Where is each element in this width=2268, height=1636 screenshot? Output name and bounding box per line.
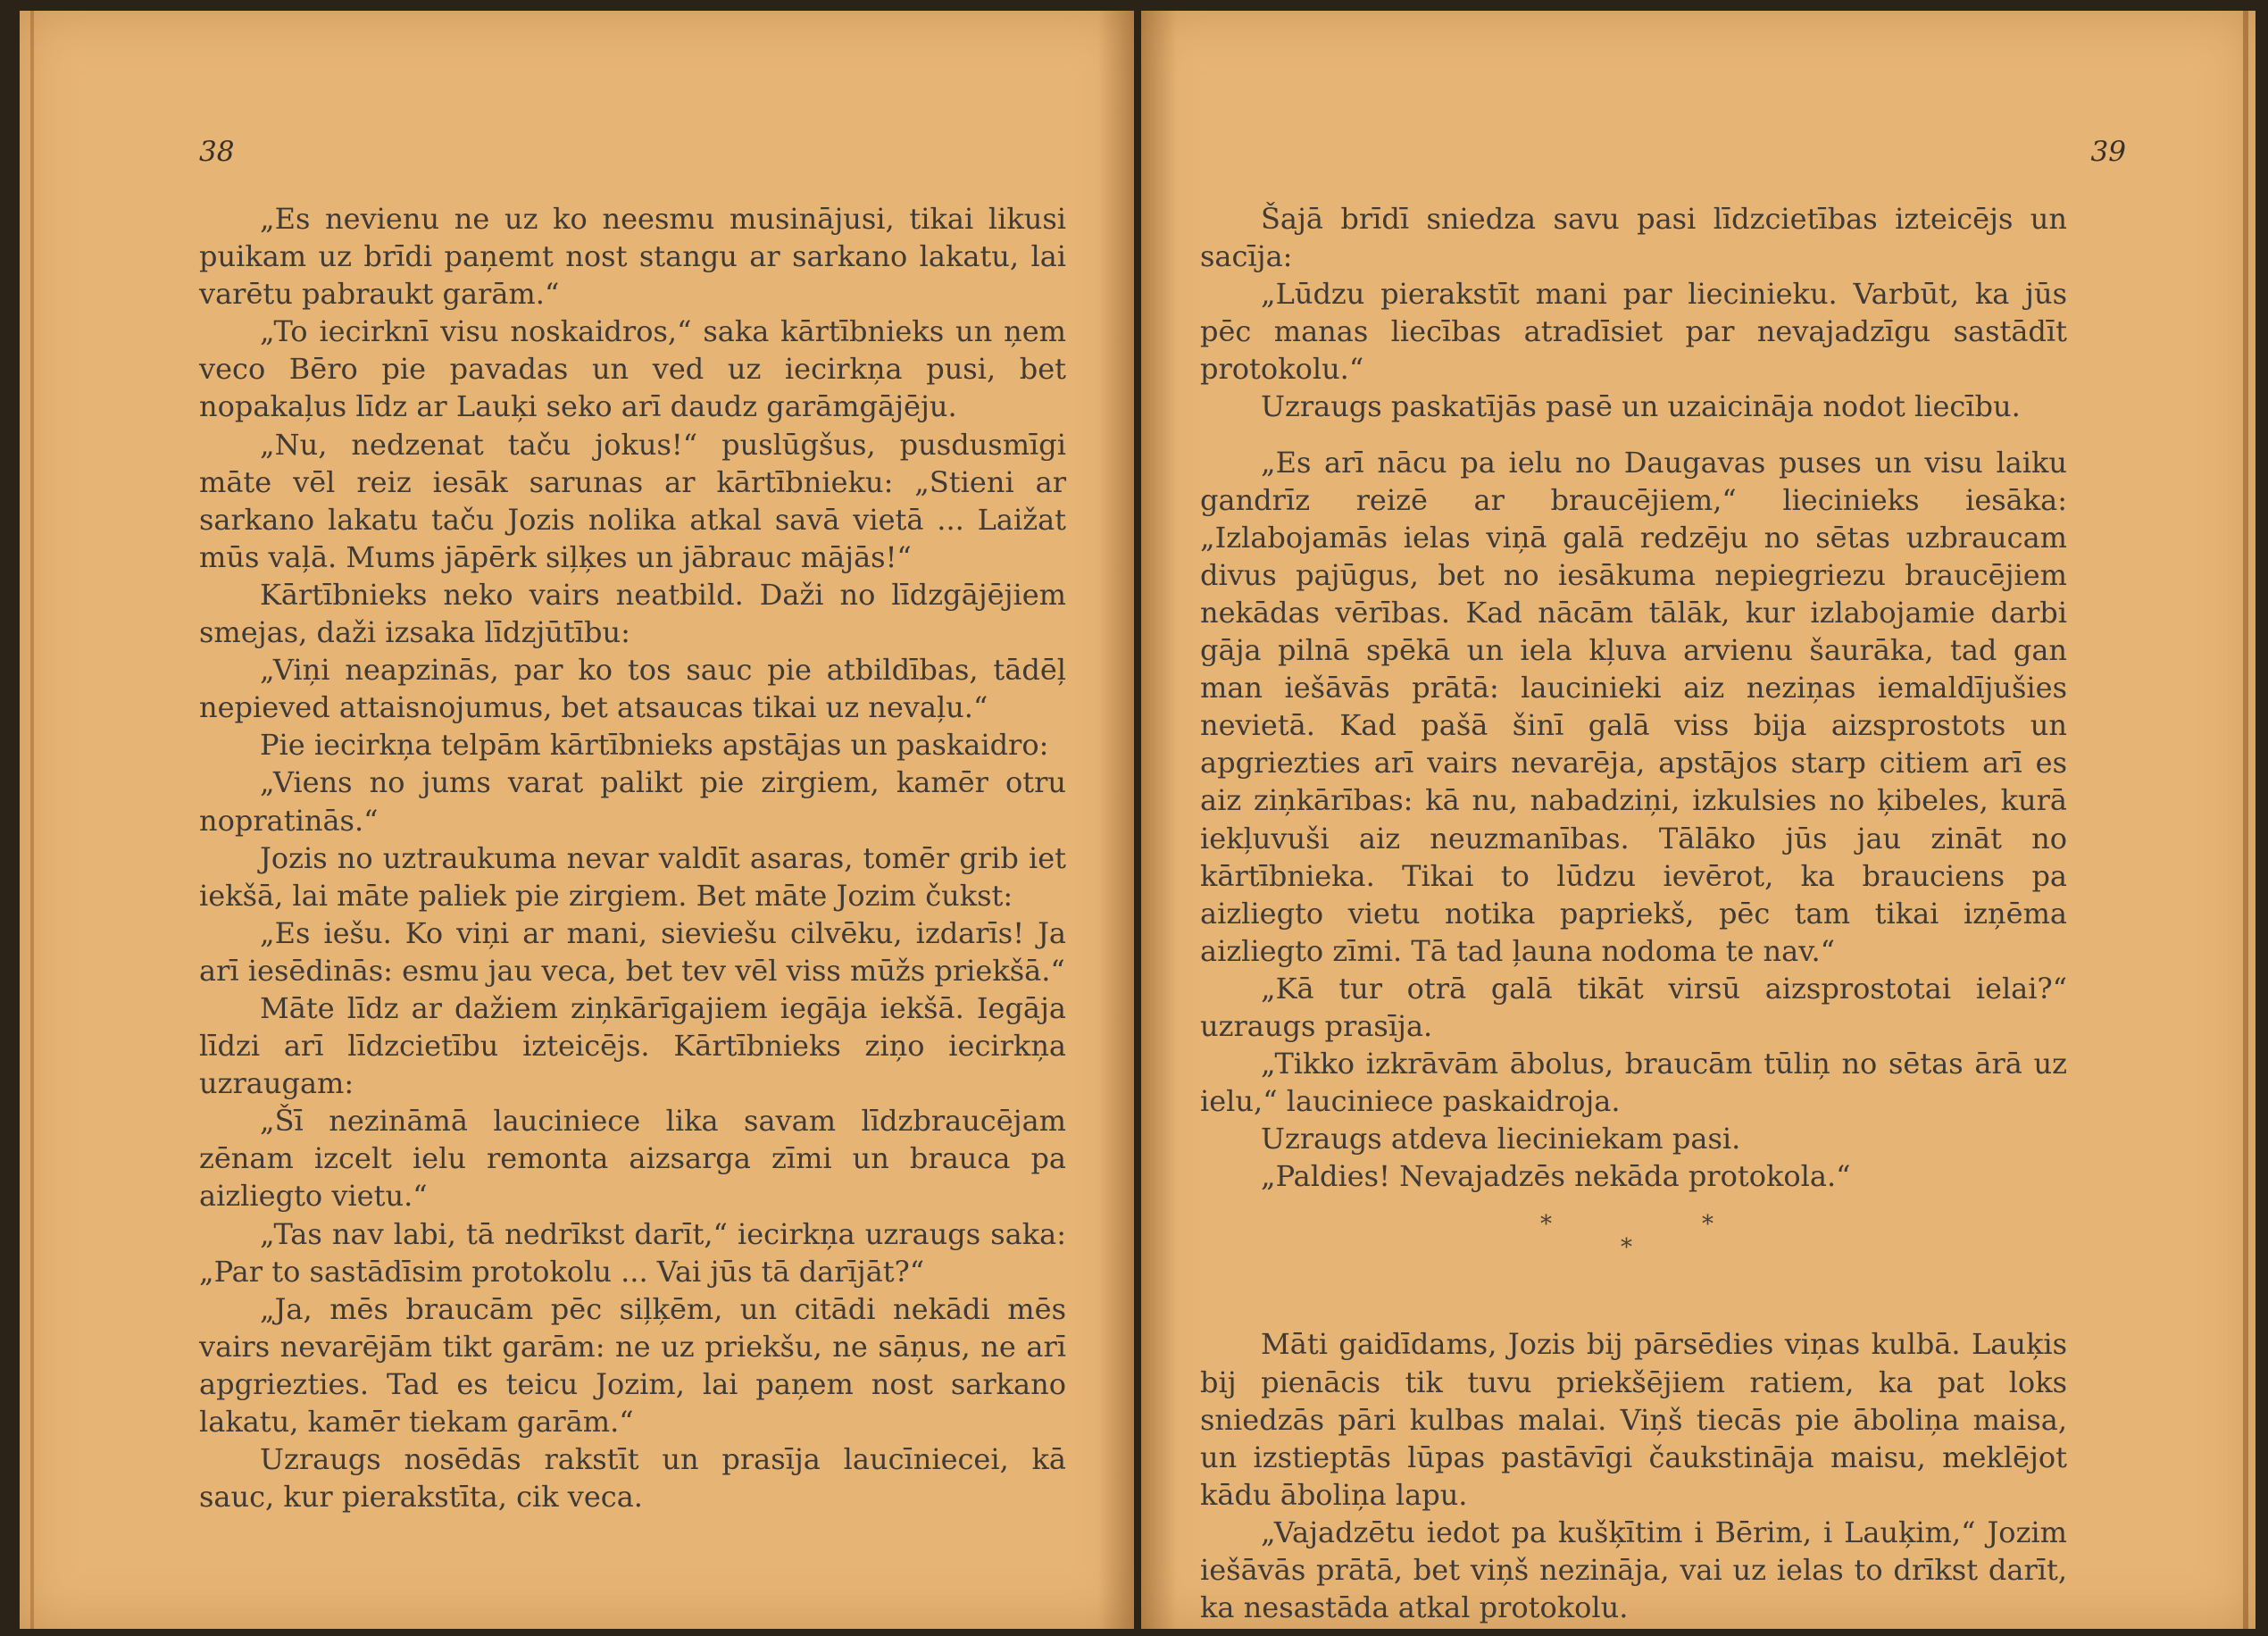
left-page — [20, 11, 1134, 1629]
paragraph: Uzraugs nosēdās rakstīt un prasīja laucīniecei, kā sauc, kur pierakstīta, cik veca. — [199, 1442, 1066, 1515]
paragraph: „Tas nav labi, tā nedrīkst darīt,“ iecirkņa uzraugs saka: „Par to sastādīsim protokolu ... Vai jūs tā darījāt?“ — [199, 1216, 1066, 1289]
paragraph: „To iecirknī visu noskaidros,“ saka kārtībnieks un ņem veco Bēro pie pavadas un ved uz iecirkņa pusi, bet nopakaļus līdz ar Lauķi seko arī daudz garāmgājēju. — [199, 314, 1066, 424]
paragraph: „Viņi neapzinās, par ko tos sauc pie atbildības, tādēļ nepieved attaisnojumus, bet atsaucas tikai uz nevaļu.“ — [199, 653, 1066, 725]
paragraph: „Es arī nācu pa ielu no Daugavas puses un visu laiku gandrīz reizē ar braucējiem,“ liecinieks iesāka: „Izlabojamās ielas viņā galā redzēju no sētas uzbraucam divus pajūgus, bet no iesākuma nepiegriezu braucējiem nekādas vērības. Kad nācām tālāk, kur izlabojamie darbi gāja pilnā spēkā un iela kļuva arvienu šaurāka, tad gan man iešāvās prātā: laucinieki aiz neziņas iemaldījušies nevietā. Kad pašā šinī galā viss bija aizsprostots un apgriezties arī vairs nevarēja, apstājos starp citiem arī es aiz ziņkārības: kā nu, nabadziņi, izkulsies no ķibeles, kurā iekļuvuši aiz neuzmanības. Tālāko jūs jau zināt no kārtībnieka. Tikai to lūdzu ievērot, ka brauciens pa aizliegto vietu notika papriekš, pēc tam tikai izņēma aizliegto zīmi. Tā tad ļauna nodoma te nav.“ — [1200, 445, 2067, 968]
right-page — [1141, 11, 2255, 1629]
separator-star: * — [1702, 1211, 1714, 1239]
paragraph: „Vajadzētu iedot pa kušķītim i Bērim, i Lauķim,“ Jozim iešāvās prātā, bet viņš nezināja, vai uz ielas to drīkst darīt, ka nesastāda atkal protokolu. — [1200, 1515, 2067, 1625]
paragraph: Pie iecirkņa telpām kārtībnieks apstājas un paskaidro: — [260, 728, 1049, 763]
page-text — [199, 200, 1066, 1515]
paragraph: „Nu, nedzenat taču jokus!“ puslūgšus, pusdusmīgi māte vēl reiz iesāk sarunas ar kārtībnieku: „Stieni ar sarkano lakatu taču Jozis nolika atkal savā vietā ... Laižat mūs vaļā. Mums jāpērk siļķes un jābrauc mājās!“ — [199, 427, 1066, 574]
separator-star: * — [1621, 1234, 1632, 1262]
page-edge — [30, 11, 34, 1629]
paragraph: „Es iešu. Ko viņi ar mani, sieviešu cilvēku, izdarīs! Ja arī iesēdinās: esmu jau veca, bet tev vēl viss mūžs priekšā.“ — [199, 915, 1066, 988]
paragraph: „Ja, mēs braucām pēc siļķēm, un citādi nekādi mēs vairs nevarējām tikt garām: ne uz priekšu, ne sāņus, ne arī apgriezties. Tad es teicu Jozim, lai paņem nost sarkano lakatu, kamēr tiekam garām.“ — [199, 1291, 1066, 1439]
paragraph: „Viens no jums varat palikt pie zirgiem, kamēr otru nopratinās.“ — [199, 765, 1066, 838]
paragraph: Uzraugs atdeva lieciniekam pasi. — [1261, 1122, 1741, 1156]
spine-shadow — [1098, 11, 1134, 1629]
paragraph: Uzraugs paskatījās pasē un uzaicināja nodot liecību. — [1261, 389, 2021, 424]
page-edge — [2243, 11, 2248, 1629]
separator-star: * — [1540, 1211, 1552, 1239]
paragraph: Māte līdz ar dažiem ziņkārīgajiem iegāja iekšā. Iegāja līdzi arī līdzcietību izteicējs. Kārtībnieks ziņo iecirkņa uzraugam: — [199, 990, 1066, 1101]
spine-shadow — [1141, 11, 1177, 1629]
paragraph: Kārtībnieks neko vairs neatbild. Daži no līdzgājējiem smejas, daži izsaka līdzjūtību: — [199, 577, 1066, 650]
paragraph: „Šī nezināmā lauciniece lika savam līdzbraucējam zēnam izcelt ielu remonta aizsarga zīmi un brauca pa aizliegto vietu.“ — [199, 1104, 1066, 1214]
paragraph: „Es nevienu ne uz ko neesmu musinājusi, tikai likusi puikam uz brīdi paņemt nost stangu ar sarkano lakatu, lai varētu pabraukt garām.“ — [199, 202, 1066, 312]
paragraph: Jozis no uztraukuma nevar valdīt asaras, tomēr grib iet iekšā, lai māte paliek pie zirgiem. Bet māte Jozim čukst: — [199, 840, 1066, 913]
page-number: 38 — [199, 136, 235, 168]
paragraph: „Lūdzu pierakstīt mani par liecinieku. Varbūt, ka jūs pēc manas liecības atradīsiet par nevajadzīgu sastādīt protokolu.“ — [1200, 277, 2067, 387]
page-number: 39 — [2090, 136, 2126, 168]
paragraph: „Paldies! Nevajadzēs nekāda protokola.“ — [1261, 1159, 1851, 1194]
section-separator — [1200, 1213, 2067, 1325]
paragraph: „Tikko izkrāvām ābolus, braucām tūliņ no sētas ārā uz ielu,“ lauciniece paskaidroja. — [1200, 1047, 2067, 1119]
paragraph: „Kā tur otrā galā tikāt virsū aizsprostotai ielai?“ uzraugs prasīja. — [1200, 971, 2067, 1043]
page-text — [1200, 200, 2067, 1626]
paragraph: Māti gaidīdams, Jozis bij pārsēdies viņas kulbā. Lauķis bij pienācis tik tuvu priekšējiem ratiem, ka pat loks sniedzās pāri kulbas malai. Viņš tiecās pie āboliņa maisa, un izstieptās lūpas pastāvīgi čaukstināja maisu, meklējot kādu āboliņa lapu. — [1200, 1327, 2067, 1512]
paragraph: Šajā brīdī sniedza savu pasi līdzcietības izteicējs un sacīja: — [1200, 202, 2067, 274]
